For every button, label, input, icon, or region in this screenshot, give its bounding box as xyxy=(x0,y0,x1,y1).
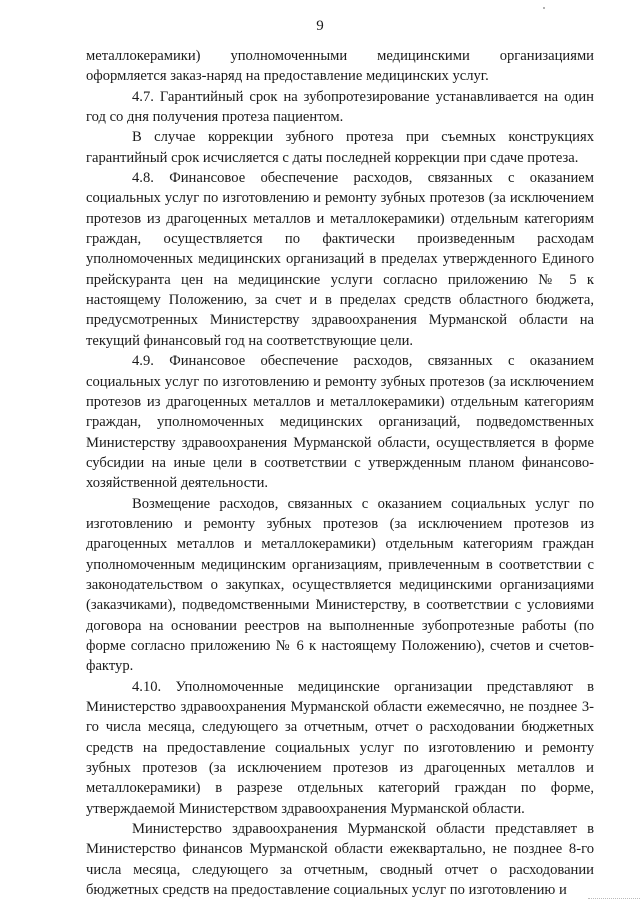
paragraph-continuation: металлокерамики) уполномоченными медицинскими организациями оформляется заказ-наряд на предоставление медицинских услуг. xyxy=(86,48,594,85)
paragraph-reimbursement: Возмещение расходов, связанных с оказанием социальных услуг по изготовлению и ремонту зубных протезов (за исключением протезов из драгоценных металлов и металлокерамики) отдельным категориям граждан уполномоченным медицинским организациям, привлеченным в соответствии с законодательством о закупках, осуществляется медицинскими организациями (заказчиками), подведомственными Министерству, в соответствии с условиями договора на основании реестров на выполненные зубопротезные работы (по форме согласно приложению № 6 к настоящему Положению), счетов и счетов-фактур. xyxy=(86,495,594,675)
paragraph-4-8: 4.8. Финансовое обеспечение расходов, связанных с оказанием социальных услуг по изготовлению и ремонту зубных протезов (за исключением протезов из драгоценных металлов и металлокерамики) отдельным категориям граждан, осуществляется по фактически произведенным расходам уполномоченных медицинских организаций в пределах утвержденного Единого прейскуранта цен на медицинские услуги согласно приложению № 5 к настоящему Положению, за счет и в пределах средств областного бюджета, предусмотренных Министерству здравоохранения Мурманской области на текущий финансовый год на соответствующие цели. xyxy=(86,170,594,349)
document-body xyxy=(86,46,594,900)
scan-speck xyxy=(543,7,545,9)
paragraph-4-7: 4.7. Гарантийный срок на зубопротезирование устанавливается на один год со дня получения протеза пациентом. xyxy=(86,88,594,126)
paragraph-correction-warranty: В случае коррекции зубного протеза при съемных конструкциях гарантийный срок исчисляется с даты последней коррекции при сдаче протеза. xyxy=(86,129,594,166)
paragraph-ministry-report: Министерство здравоохранения Мурманской области представляет в Министерство финансов Мурманской области ежеквартально, не позднее 8-го числа месяца, следующего за отчетным, сводный отчет о расходовании бюджетных средств на предоставление социальных услуг по изготовлению и xyxy=(86,821,594,899)
scan-edge-mark xyxy=(588,898,640,905)
paragraph-4-9: 4.9. Финансовое обеспечение расходов, связанных с оказанием социальных услуг по изготовлению и ремонту зубных протезов (за исключением протезов из драгоценных металлов и металлокерамики) отдельным категориям граждан, уполномоченных медицинских организаций, подведомственных Министерству здравоохранения Мурманской области, осуществляется в форме субсидии на иные цели в соответствии с утвержденным планом финансово-хозяйственной деятельности. xyxy=(86,353,594,492)
page-number: 9 xyxy=(316,18,324,34)
paragraph-4-10: 4.10. Уполномоченные медицинские организации представляют в Министерство здравоохранения Мурманской области ежемесячно, не позднее 3-го числа месяца, следующего за отчетным, отчет о расходовании бюджетных средств на предоставление социальных услуг по изготовлению и ремонту зубных протезов (за исключением протезов из драгоценных металлов и металлокерамики) в разрезе отдельных категорий граждан по форме, утверждаемой Министерством здравоохранения Мурманской области. xyxy=(86,678,594,817)
